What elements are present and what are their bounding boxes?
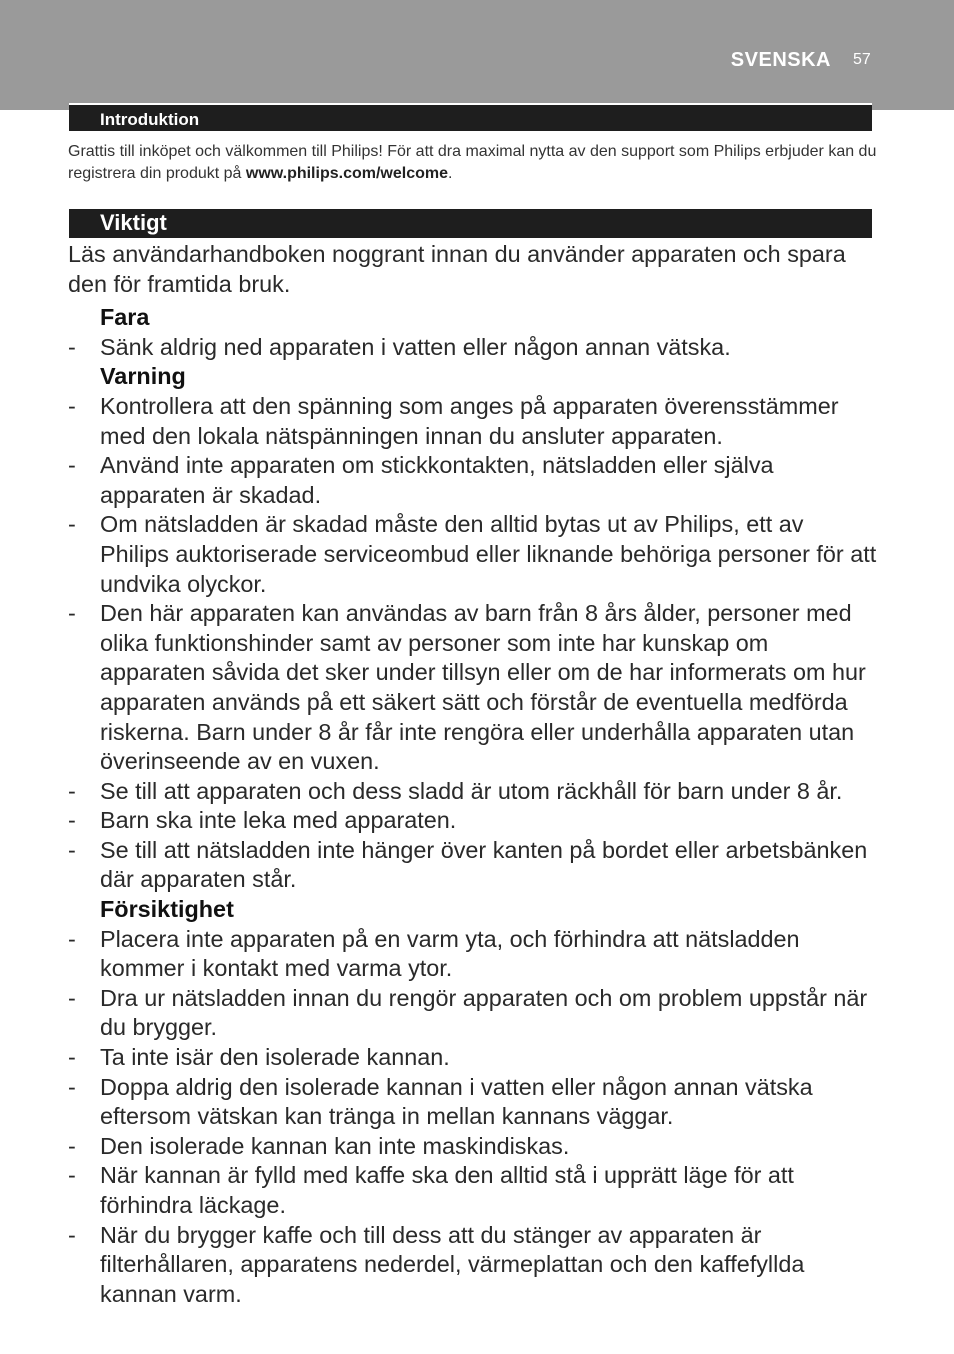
bullet-dash: - [68, 392, 76, 419]
list-item-text: Använd inte apparaten om stickkontakten, nätsladden eller själva apparaten är skadad. [100, 452, 774, 508]
list-item-text: När du brygger kaffe och till dess att du stänger av apparaten är filterhållaren, apparatens nederdel, värmeplattan och den kaffefyllda kannan varm. [100, 1221, 805, 1307]
section-heading-introduction: Introduktion [69, 103, 872, 131]
list-item [68, 1161, 878, 1220]
list-item-text: Se till att nätsladden inte hänger över kanten på bordet eller arbetsbänken där apparaten står. [100, 836, 868, 893]
bullet-dash: - [68, 452, 76, 479]
important-content [68, 240, 878, 1309]
list-item-text: Den isolerade kannan kan inte maskindiskas. [100, 1132, 570, 1159]
bullet-dash: - [68, 511, 76, 538]
list-item-text: Ta inte isär den isolerade kannan. [100, 1044, 450, 1071]
bullet-dash: - [68, 984, 76, 1011]
bullet-dash: - [68, 600, 76, 627]
list-item-text: Placera inte apparaten på en varm yta, och förhindra att nätsladden kommer i kontakt med varma ytor. [100, 925, 800, 982]
list-item-text: När kannan är fylld med kaffe ska den alltid stå i upprätt läge för att förhindra läckage. [100, 1162, 794, 1218]
list-item [68, 806, 878, 836]
danger-heading: Fara [100, 304, 150, 331]
intro-text-end: . [448, 165, 453, 182]
caution-list [68, 925, 878, 1310]
bullet-dash: - [68, 1073, 76, 1100]
bullet-dash: - [68, 1162, 76, 1189]
list-item [68, 1132, 878, 1162]
list-item [68, 1073, 878, 1132]
list-item-text: Dra ur nätsladden innan du rengör apparaten och om problem uppstår när du brygger. [100, 984, 868, 1041]
list-item [68, 392, 878, 451]
bullet-dash: - [68, 807, 76, 834]
list-item-text: Kontrollera att den spänning som anges på apparaten överensstämmer med den lokala nätspänningen innan du ansluter apparaten. [100, 392, 839, 449]
bullet-dash: - [68, 836, 76, 863]
list-item [68, 1221, 878, 1310]
list-item [68, 1043, 878, 1073]
bullet-dash: - [68, 1221, 76, 1248]
list-item-text: Se till att apparaten och dess sladd är utom räckhåll för barn under 8 år. [100, 777, 843, 804]
list-item [68, 451, 878, 510]
lead-paragraph: Läs användarhandboken noggrant innan du använder apparaten och spara den för framtida bruk. [68, 241, 846, 297]
welcome-link[interactable]: www.philips.com/welcome [245, 165, 448, 182]
page-number: 57 [853, 51, 871, 68]
caution-heading: Försiktighet [100, 896, 234, 923]
danger-list [68, 333, 878, 363]
bullet-dash: - [68, 333, 76, 360]
warning-list [68, 392, 878, 895]
list-item [68, 984, 878, 1043]
intro-text: Grattis till inköpet och välkommen till Philips! För att dra maximal nytta av den support som Philips erbjuder kan du registrera din produkt på [68, 143, 877, 182]
bullet-dash: - [68, 777, 76, 804]
list-item [68, 333, 878, 363]
list-item-text: Barn ska inte leka med apparaten. [100, 807, 457, 834]
bullet-dash: - [68, 925, 76, 952]
list-item-text: Doppa aldrig den isolerade kannan i vatten eller någon annan vätska eftersom vätskan kan tränga in mellan kannans väggar. [100, 1073, 813, 1130]
list-item [68, 599, 878, 777]
list-item-text: Sänk aldrig ned apparaten i vatten eller någon annan vätska. [100, 333, 731, 360]
list-item [68, 510, 878, 599]
list-item-text: Om nätsladden är skadad måste den alltid bytas ut av Philips, ett av Philips auktoriserade serviceombud eller liknande behöriga personer för att undvika olyckor. [100, 511, 877, 597]
list-item [68, 925, 878, 984]
language-label: SVENSKA [730, 49, 831, 71]
list-item [68, 777, 878, 807]
intro-paragraph [68, 141, 878, 185]
bullet-dash: - [68, 1044, 76, 1071]
bullet-dash: - [68, 1132, 76, 1159]
warning-heading: Varning [100, 363, 186, 390]
list-item [68, 836, 878, 895]
section-heading-important: Viktigt [69, 209, 872, 238]
list-item-text: Den här apparaten kan användas av barn från 8 års ålder, personer med olika funktionshinder samt av personer som inte har kunskap om apparaten såvida det sker under tillsyn eller om de har informerats om hur apparaten används på ett säkert sätt och förstår de eventuella medförda riskerna. Barn under 8 år får inte rengöra eller underhålla apparaten utan överinseende av en vuxen. [100, 600, 866, 775]
